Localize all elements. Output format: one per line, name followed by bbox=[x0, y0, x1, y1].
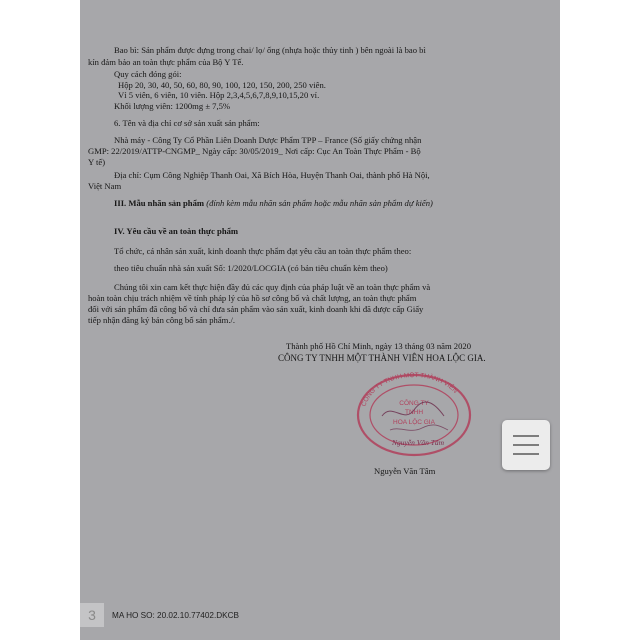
text-line: 6. Tên và địa chỉ cơ sở sản xuất sản phẩm: bbox=[114, 118, 260, 128]
section-3-heading: III. Mẫu nhãn sản phẩm bbox=[114, 198, 205, 208]
text-line: Vỉ 5 viên, 6 viên, 10 viên. Hộp 2,3,4,5,6,7,8,9,10,15,20 vỉ. bbox=[118, 90, 320, 100]
text-line: Chúng tôi xin cam kết thực hiện đầy đủ các quy định của pháp luật về an toàn thực phẩm và bbox=[114, 282, 431, 292]
text-line: Nhà máy - Công Ty Cổ Phần Liên Doanh Dược Phẩm TPP – France (Số giấy chứng nhận bbox=[114, 135, 422, 145]
text-line: kín đảm bảo an toàn thực phẩm của Bộ Y Tế. bbox=[88, 57, 244, 67]
text-line: GMP: 22/2019/ATTP-CNGMP_ Ngày cấp: 30/05/2019_ Nơi cấp: Cục An Toàn Thực Phẩm - Bộ bbox=[88, 146, 421, 156]
company-name: CÔNG TY TNHH MỘT THÀNH VIÊN HOA LỘC GIA. bbox=[278, 353, 486, 363]
text-line: Bao bì: Sản phẩm được đựng trong chai/ lọ/ ống (nhựa hoặc thủy tinh ) bên ngoài là bao bì bbox=[114, 45, 426, 55]
company-stamp bbox=[352, 372, 478, 458]
hamburger-menu-icon bbox=[513, 453, 539, 455]
date-line: Thành phố Hồ Chí Minh, ngày 13 tháng 03 năm 2020 bbox=[286, 341, 471, 351]
stamp-seal-icon bbox=[352, 372, 478, 458]
text-line: đối với sản phẩm đã công bố và chỉ đưa sản phẩm vào sản xuất, kinh doanh khi đã được cấp Giấy bbox=[88, 304, 424, 314]
svg-text:TNHH: TNHH bbox=[404, 409, 424, 416]
svg-text:HOA LỘC GIA: HOA LỘC GIA bbox=[393, 419, 435, 426]
text-line: Địa chỉ: Cụm Công Nghiệp Thanh Oai, Xã Bích Hòa, Huyện Thanh Oai, thành phố Hà Nội, bbox=[114, 170, 430, 180]
text-line: tiếp nhận đăng ký bản công bố sản phẩm./. bbox=[88, 315, 236, 325]
hamburger-menu-icon bbox=[513, 444, 539, 446]
section-3-note: (đính kèm mẫu nhãn sản phẩm hoặc mẫu nhãn sản phẩm dự kiến) bbox=[206, 198, 433, 208]
page-number: 3 bbox=[80, 603, 104, 627]
footer-file-code: MA HO SO: 20.02.10.77402.DKCB bbox=[112, 611, 239, 620]
document-page bbox=[80, 0, 560, 640]
svg-text:CÔNG TY: CÔNG TY bbox=[399, 400, 429, 407]
section-4-heading: IV. Yêu cầu về an toàn thực phẩm bbox=[114, 226, 239, 236]
text-line: hoàn toàn chịu trách nhiệm về tính pháp lý của hồ sơ công bố và chất lượng, an toàn thực phẩm bbox=[88, 293, 417, 303]
text-line: theo tiêu chuẩn nhà sản xuất Số: 1/2020/LOCGIA (có bản tiêu chuẩn kèm theo) bbox=[114, 263, 388, 273]
text-line: Việt Nam bbox=[88, 181, 122, 191]
text-line: Tổ chức, cá nhân sản xuất, kinh doanh thực phẩm đạt yêu cầu an toàn thực phẩm theo: bbox=[114, 246, 412, 256]
text-line: Khối lượng viên: 1200mg ± 7,5% bbox=[114, 101, 231, 111]
signer-name: Nguyễn Văn Tâm bbox=[374, 466, 436, 476]
text-line: Hộp 20, 30, 40, 50, 60, 80, 90, 100, 120, 150, 200, 250 viên. bbox=[118, 80, 326, 90]
hamburger-menu-icon bbox=[513, 435, 539, 437]
svg-text:Nguyễn Văn Tâm: Nguyễn Văn Tâm bbox=[391, 438, 445, 447]
text-line: Quy cách đóng gói: bbox=[114, 69, 182, 79]
menu-button[interactable] bbox=[502, 420, 550, 470]
text-line: Y tế) bbox=[88, 157, 106, 167]
section-3 bbox=[114, 198, 433, 209]
svg-text:CÔNG TY TNHH MỘT THÀNH VIÊN: CÔNG TY TNHH MỘT THÀNH VIÊN bbox=[360, 372, 459, 408]
